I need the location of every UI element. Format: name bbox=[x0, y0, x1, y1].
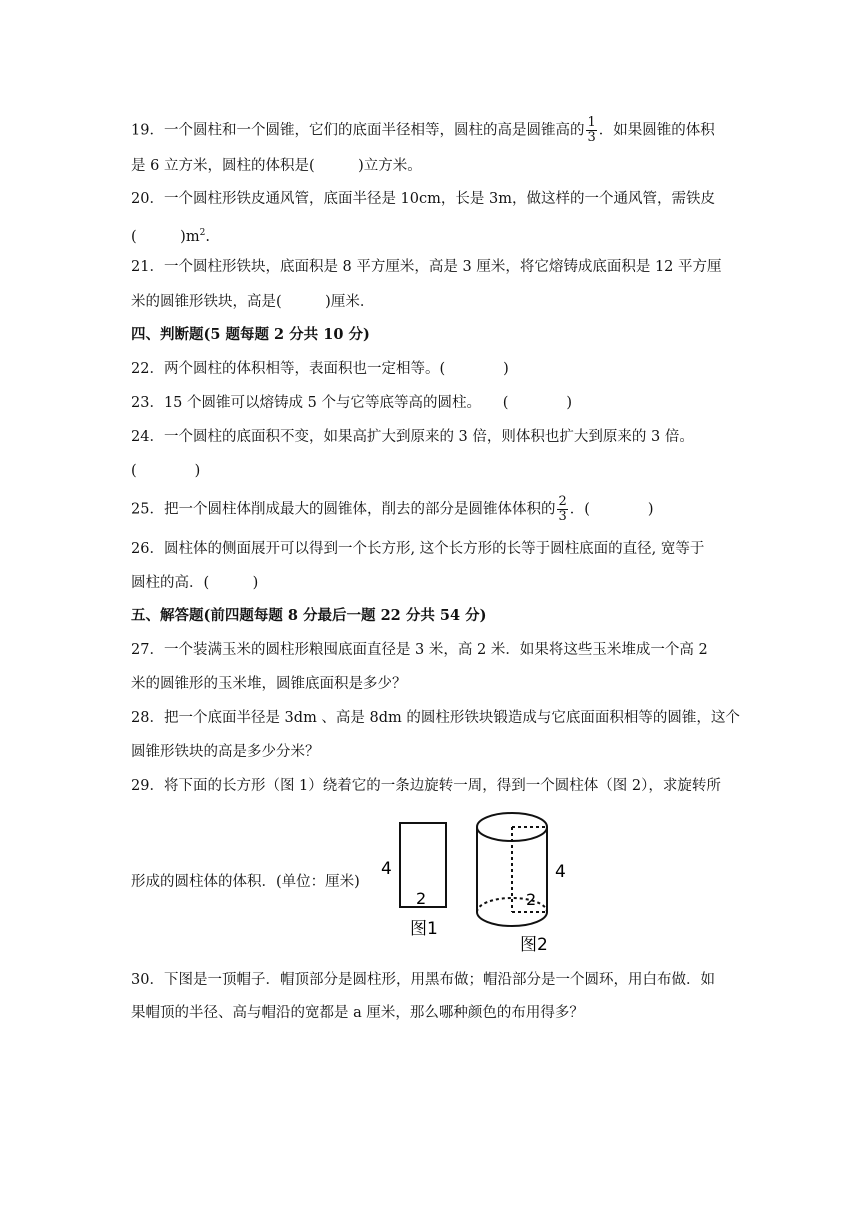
q24-line2: ( ) bbox=[131, 463, 201, 479]
fig1-width-label: 2 bbox=[416, 889, 427, 908]
fig1-height-label: 4 bbox=[381, 859, 392, 879]
section-4-heading: 四、判断题(5 题每题 2 分共 10 分) bbox=[131, 326, 370, 343]
q25-frac-den: 3 bbox=[558, 509, 567, 524]
q21-line1: 21．一个圆柱形铁块，底面积是 8 平方厘米，高是 3 厘米，将它熔铸成底面积是 12 平方厘 bbox=[131, 259, 722, 275]
q25 bbox=[131, 495, 732, 524]
q24-line1: 24．一个圆柱的底面积不变，如果高扩大到原来的 3 倍，则体积也扩大到原来的 3 倍。 bbox=[131, 429, 694, 445]
q25-fraction bbox=[557, 495, 567, 524]
q20-line1: 20．一个圆柱形铁皮通风管，底面半径是 10cm，长是 3m，做这样的一个通风管，需铁皮 bbox=[131, 191, 715, 207]
q28-line1: 28．把一个底面半径是 3dm 、高是 8dm 的圆柱形铁块锻造成与它底面面积相等的圆锥，这个 bbox=[131, 710, 740, 726]
q20-sup: 2 bbox=[199, 228, 206, 238]
q26-line1: 26．圆柱体的侧面展开可以得到一个长方形, 这个长方形的长等于圆柱底面的直径, 宽等于 bbox=[131, 541, 705, 557]
q27-line2: 米的圆锥形的玉米堆，圆锥底面积是多少？ bbox=[131, 676, 407, 692]
q30-line2: 果帽顶的半径、高与帽沿的宽都是 a 厘米，那么哪种颜色的布用得多？ bbox=[131, 1005, 584, 1021]
q21-line2: 米的圆锥形铁块，高是( )厘米． bbox=[131, 294, 375, 310]
q29-line1: 29．将下面的长方形（图 1）绕着它的一条边旋转一周，得到一个圆柱体（图 2），求旋转所 bbox=[131, 778, 721, 794]
q19-line1 bbox=[131, 116, 732, 145]
q25-frac-num: 2 bbox=[558, 494, 567, 509]
q29-figure bbox=[372, 806, 582, 958]
section-5-heading: 五、解答题(前四题每题 8 分最后一题 22 分共 54 分) bbox=[131, 607, 487, 624]
fig2-height-label: 4 bbox=[555, 862, 566, 882]
fig2-caption: 图2 bbox=[520, 935, 548, 955]
q27-line1: 27．一个装满玉米的圆柱形粮囤底面直径是 3 米，高 2 米．如果将这些玉米堆成一个高 2 bbox=[131, 642, 708, 658]
q25-text-b: ．( ) bbox=[569, 501, 654, 518]
q19-frac-num: 1 bbox=[587, 115, 596, 130]
q22: 22．两个圆柱的体积相等，表面积也一定相等。( ) bbox=[131, 361, 509, 377]
q19-text-a: 19．一个圆柱和一个圆锥，它们的底面半径相等，圆柱的高是圆锥高的 bbox=[131, 122, 585, 139]
q26-line2: 圆柱的高．( ) bbox=[131, 575, 259, 591]
q28-line2: 圆锥形铁块的高是多少分米？ bbox=[131, 744, 320, 760]
q20-end: . bbox=[205, 228, 210, 245]
q30-line1: 30．下图是一顶帽子．帽顶部分是圆柱形，用黑布做；帽沿部分是一个圆环，用白布做．如 bbox=[131, 972, 715, 988]
q19-line2: 是 6 立方米，圆柱的体积是( )立方米。 bbox=[131, 158, 422, 174]
q23: 23．15 个圆锥可以熔铸成 5 个与它等底等高的圆柱。 ( ) bbox=[131, 395, 573, 411]
fig2-radius-label: 2 bbox=[526, 890, 537, 909]
q29-line2: 形成的圆柱体的体积．(单位：厘米) bbox=[131, 874, 360, 890]
figure-2-cylinder bbox=[477, 813, 547, 926]
q25-text-a: 25．把一个圆柱体削成最大的圆锥体，削去的部分是圆锥体体积的 bbox=[131, 501, 556, 518]
q20-blank: ( )m bbox=[131, 228, 200, 245]
q19-text-b: ．如果圆锥的体积 bbox=[598, 122, 715, 139]
q19-frac-den: 3 bbox=[587, 130, 596, 145]
q20-line2 bbox=[131, 223, 732, 247]
q19-fraction bbox=[586, 116, 596, 145]
fig1-caption: 图1 bbox=[410, 919, 438, 939]
